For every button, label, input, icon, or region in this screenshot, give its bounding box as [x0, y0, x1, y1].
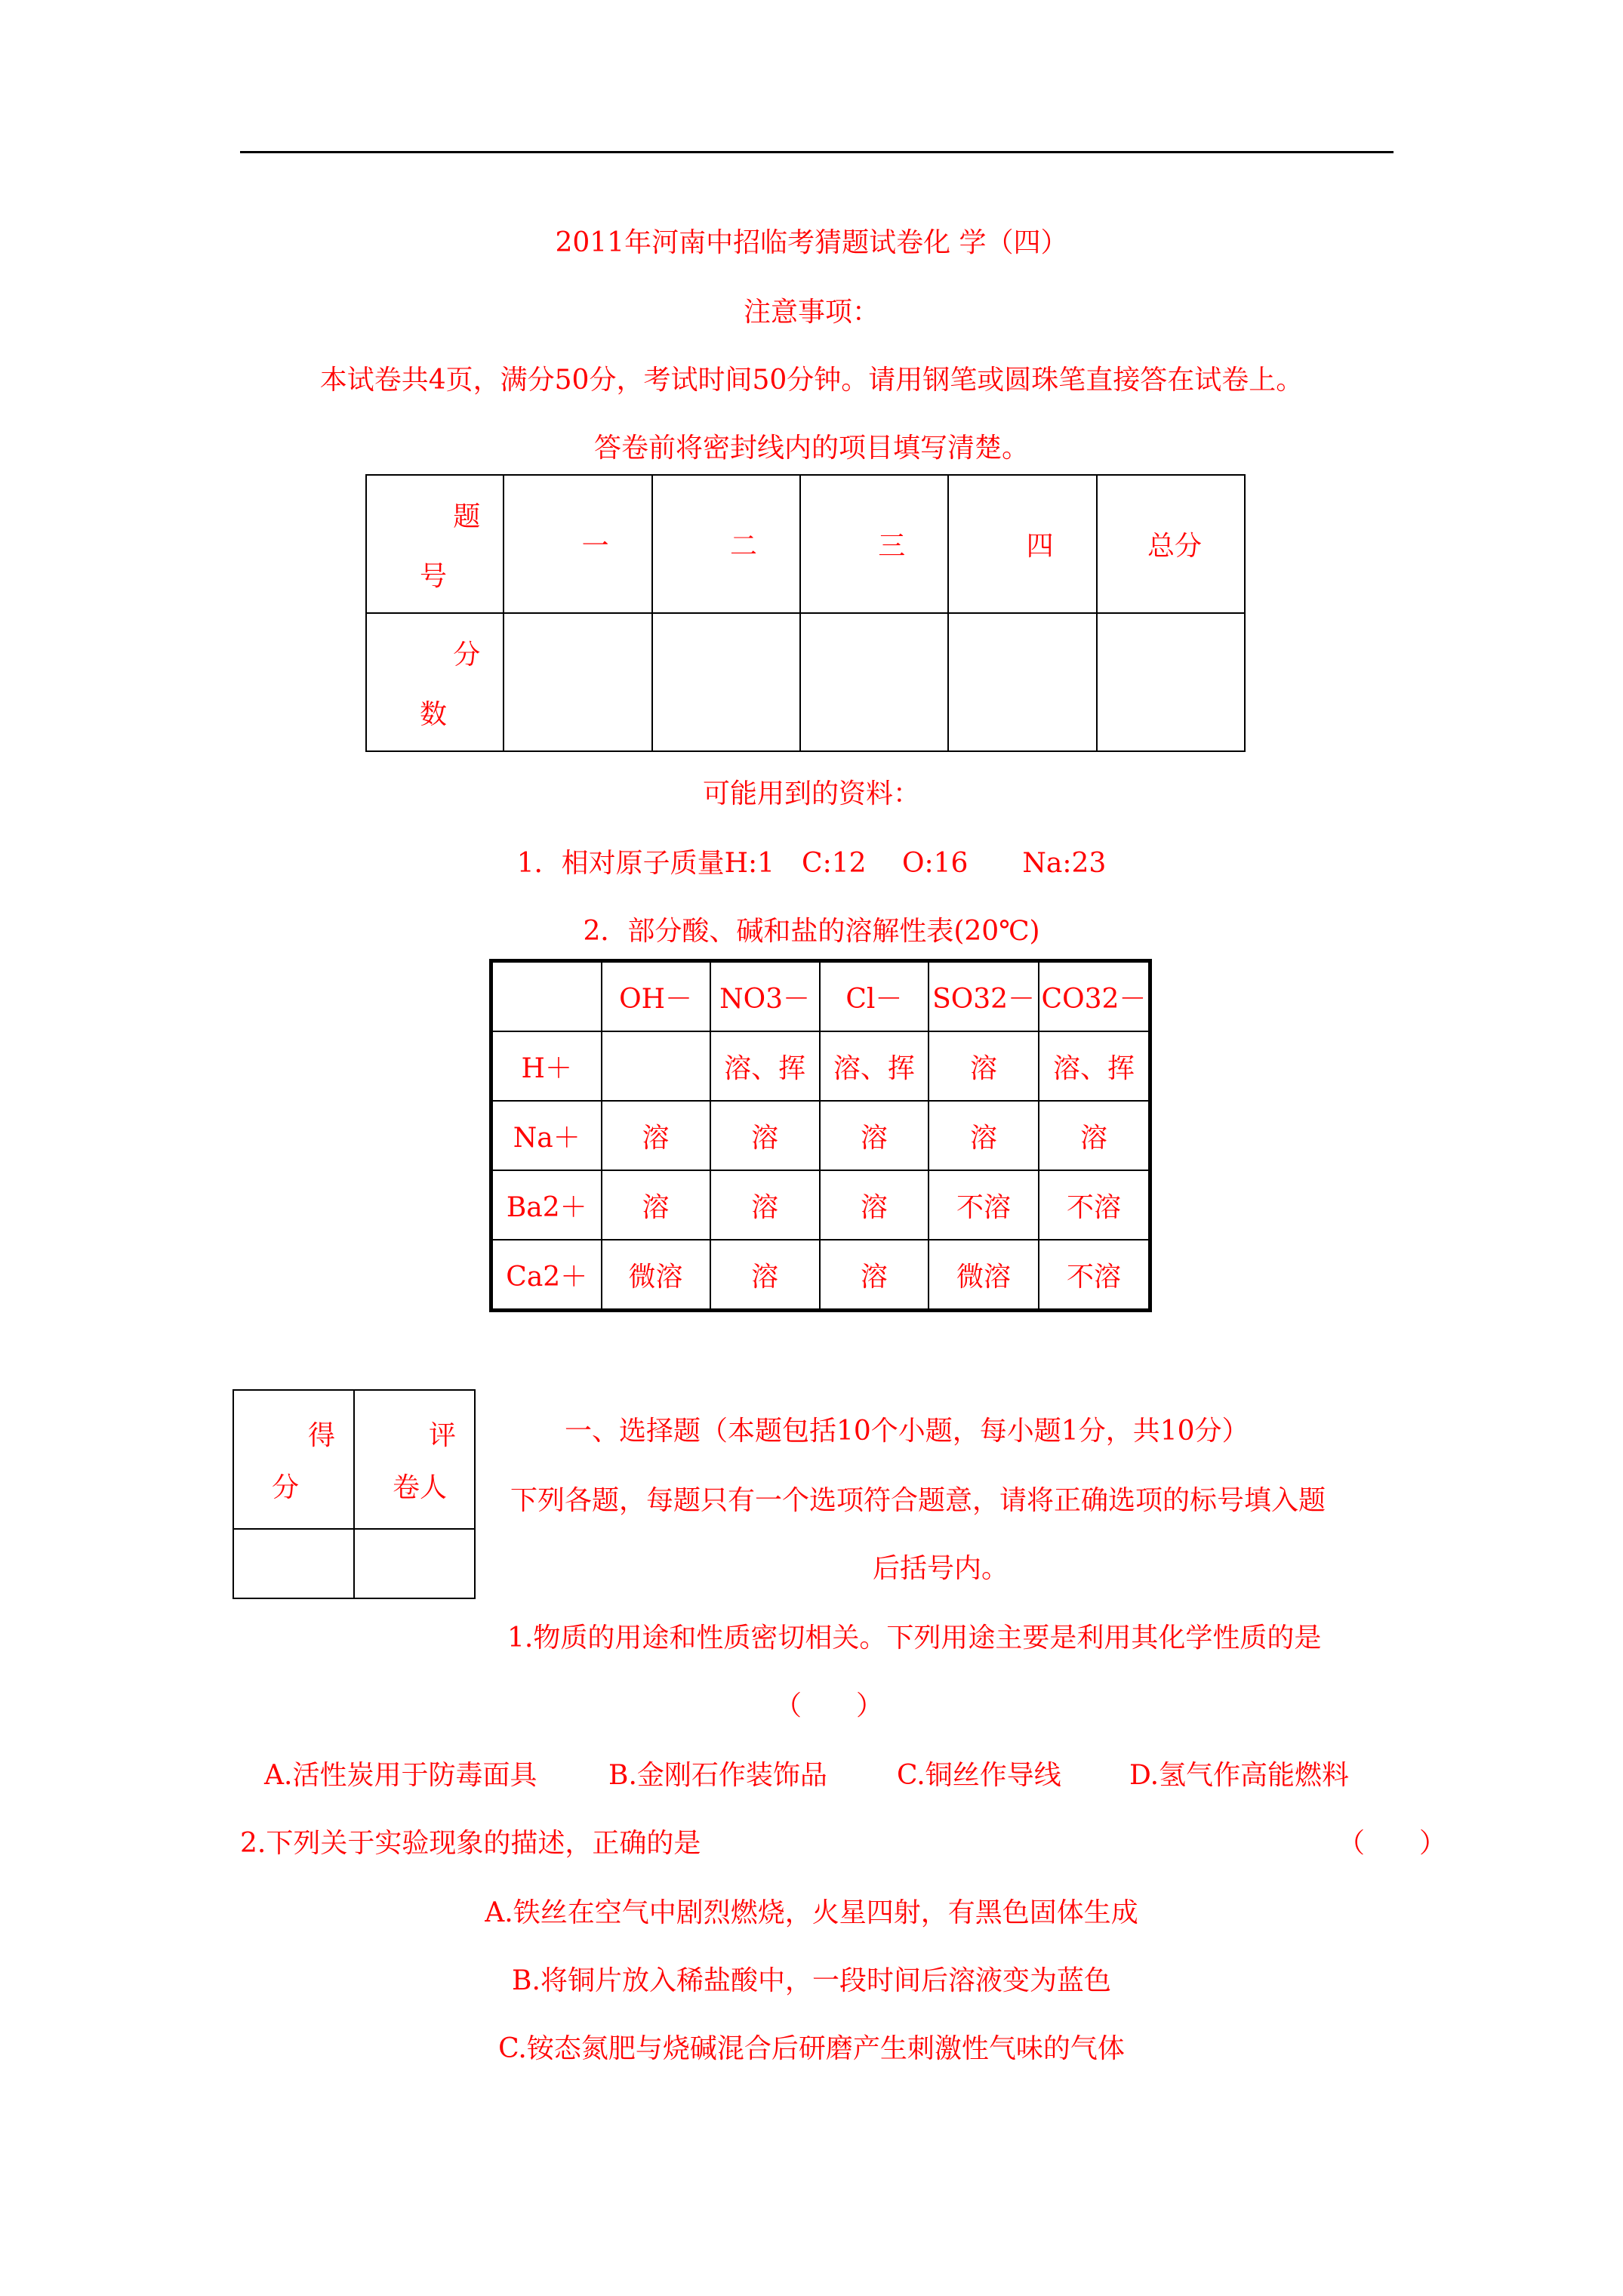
q2-option-a: A.铁丝在空气中剧烈燃烧，火星四射，有黑色固体生成	[485, 1897, 1138, 1928]
sol-cell: 溶	[710, 1170, 820, 1240]
score-row-label: 分 数	[366, 613, 504, 751]
sol-header: CO32－	[1039, 961, 1150, 1032]
table-row	[491, 1031, 1150, 1101]
score-entry-1[interactable]	[504, 613, 651, 751]
q1-option-d: D.氢气作高能燃料	[1129, 1760, 1350, 1791]
notice-heading: 注意事项：	[743, 297, 879, 328]
score-col-2: 二	[652, 475, 800, 613]
sol-header: Cl－	[820, 961, 929, 1032]
score-header-cell: 题 号	[366, 475, 504, 613]
sol-cell: 溶、挥	[710, 1031, 820, 1101]
score-table	[365, 474, 1246, 752]
table-row	[491, 1240, 1150, 1311]
sol-cell: 溶	[602, 1170, 710, 1240]
q2-option-c: C.铵态氮肥与烧碱混合后研磨产生刺激性气味的气体	[498, 2033, 1125, 2064]
sol-cell: 溶	[710, 1101, 820, 1170]
grader-reviewer-label: 评 卷人	[354, 1390, 475, 1529]
q1-answer-paren[interactable]: （ ）	[775, 1690, 884, 1721]
grader-reviewer-entry[interactable]	[354, 1529, 475, 1598]
section1-instructions-1: 下列各题，每题只有一个选项符合题意，请将正确选项的标号填入题	[510, 1485, 1326, 1516]
materials-item-1: 1．相对原子质量H:1 C:12 O:16 Na:23	[516, 848, 1107, 879]
score-entry-total[interactable]	[1097, 613, 1245, 751]
sol-row-label: Ca2＋	[491, 1240, 602, 1311]
q2-answer-paren[interactable]: （ ）	[1338, 1828, 1447, 1859]
q2-option-b: B.将铜片放入稀盐酸中，一段时间后溶液变为蓝色	[512, 1965, 1111, 1996]
table-row	[491, 1170, 1150, 1240]
sol-cell	[602, 1031, 710, 1101]
notice-line-2: 答卷前将密封线内的项目填写清楚。	[593, 433, 1029, 464]
notice-line-1: 本试卷共4页，满分50分，考试时间50分钟。请用钢笔或圆珠笔直接答在试卷上。	[319, 365, 1304, 396]
sol-cell: 溶	[1039, 1101, 1150, 1170]
materials-heading: 可能用到的资料：	[702, 778, 920, 809]
score-col-3: 三	[800, 475, 948, 613]
sol-cell: 微溶	[929, 1240, 1039, 1311]
sol-cell: 溶	[602, 1101, 710, 1170]
sol-cell: 溶	[929, 1031, 1039, 1101]
sol-cell: 溶	[820, 1170, 929, 1240]
sol-cell: 溶	[820, 1101, 929, 1170]
page-title: 2011年河南中招临考猜题试卷化 学（四）	[555, 227, 1068, 258]
grader-score-label: 得 分	[233, 1390, 354, 1529]
score-entry-2[interactable]	[652, 613, 800, 751]
sol-row-label: Na＋	[491, 1101, 602, 1170]
score-col-total: 总分	[1097, 475, 1245, 613]
q1-option-b: B.金刚石作装饰品	[608, 1760, 827, 1791]
score-col-4: 四	[948, 475, 1096, 613]
table-row	[491, 1101, 1150, 1170]
sol-header: NO3－	[710, 961, 820, 1032]
materials-item-2: 2．部分酸、碱和盐的溶解性表(20℃)	[583, 916, 1040, 947]
sol-cell: 不溶	[929, 1170, 1039, 1240]
score-col-1: 一	[504, 475, 651, 613]
sol-header: SO32－	[929, 961, 1039, 1032]
section1-title: 一、选择题（本题包括10个小题，每小题1分，共10分）	[565, 1416, 1249, 1447]
sol-cell: 溶、挥	[1039, 1031, 1150, 1101]
score-entry-4[interactable]	[948, 613, 1096, 751]
sol-cell: 不溶	[1039, 1170, 1150, 1240]
q1-option-a: A.活性炭用于防毒面具	[264, 1760, 537, 1791]
grader-box	[233, 1389, 476, 1599]
sol-cell: 不溶	[1039, 1240, 1150, 1311]
sol-header: OH－	[602, 961, 710, 1032]
score-entry-3[interactable]	[800, 613, 948, 751]
grader-score-entry[interactable]	[233, 1529, 354, 1598]
sol-cell: 溶	[820, 1240, 929, 1311]
sol-cell: 微溶	[602, 1240, 710, 1311]
solubility-table	[489, 959, 1152, 1312]
q1-stem: 1.物质的用途和性质密切相关。下列用途主要是利用其化学性质的是	[507, 1623, 1322, 1653]
sol-cell	[491, 961, 602, 1032]
section1-instructions-2: 后括号内。	[873, 1553, 1009, 1584]
q1-option-c: C.铜丝作导线	[897, 1760, 1061, 1791]
sol-row-label: H＋	[491, 1031, 602, 1101]
q2-stem: 2.下列关于实验现象的描述，正确的是	[240, 1828, 701, 1859]
sol-cell: 溶	[929, 1101, 1039, 1170]
sol-cell: 溶、挥	[820, 1031, 929, 1101]
top-rule	[240, 151, 1394, 153]
sol-cell: 溶	[710, 1240, 820, 1311]
sol-row-label: Ba2＋	[491, 1170, 602, 1240]
